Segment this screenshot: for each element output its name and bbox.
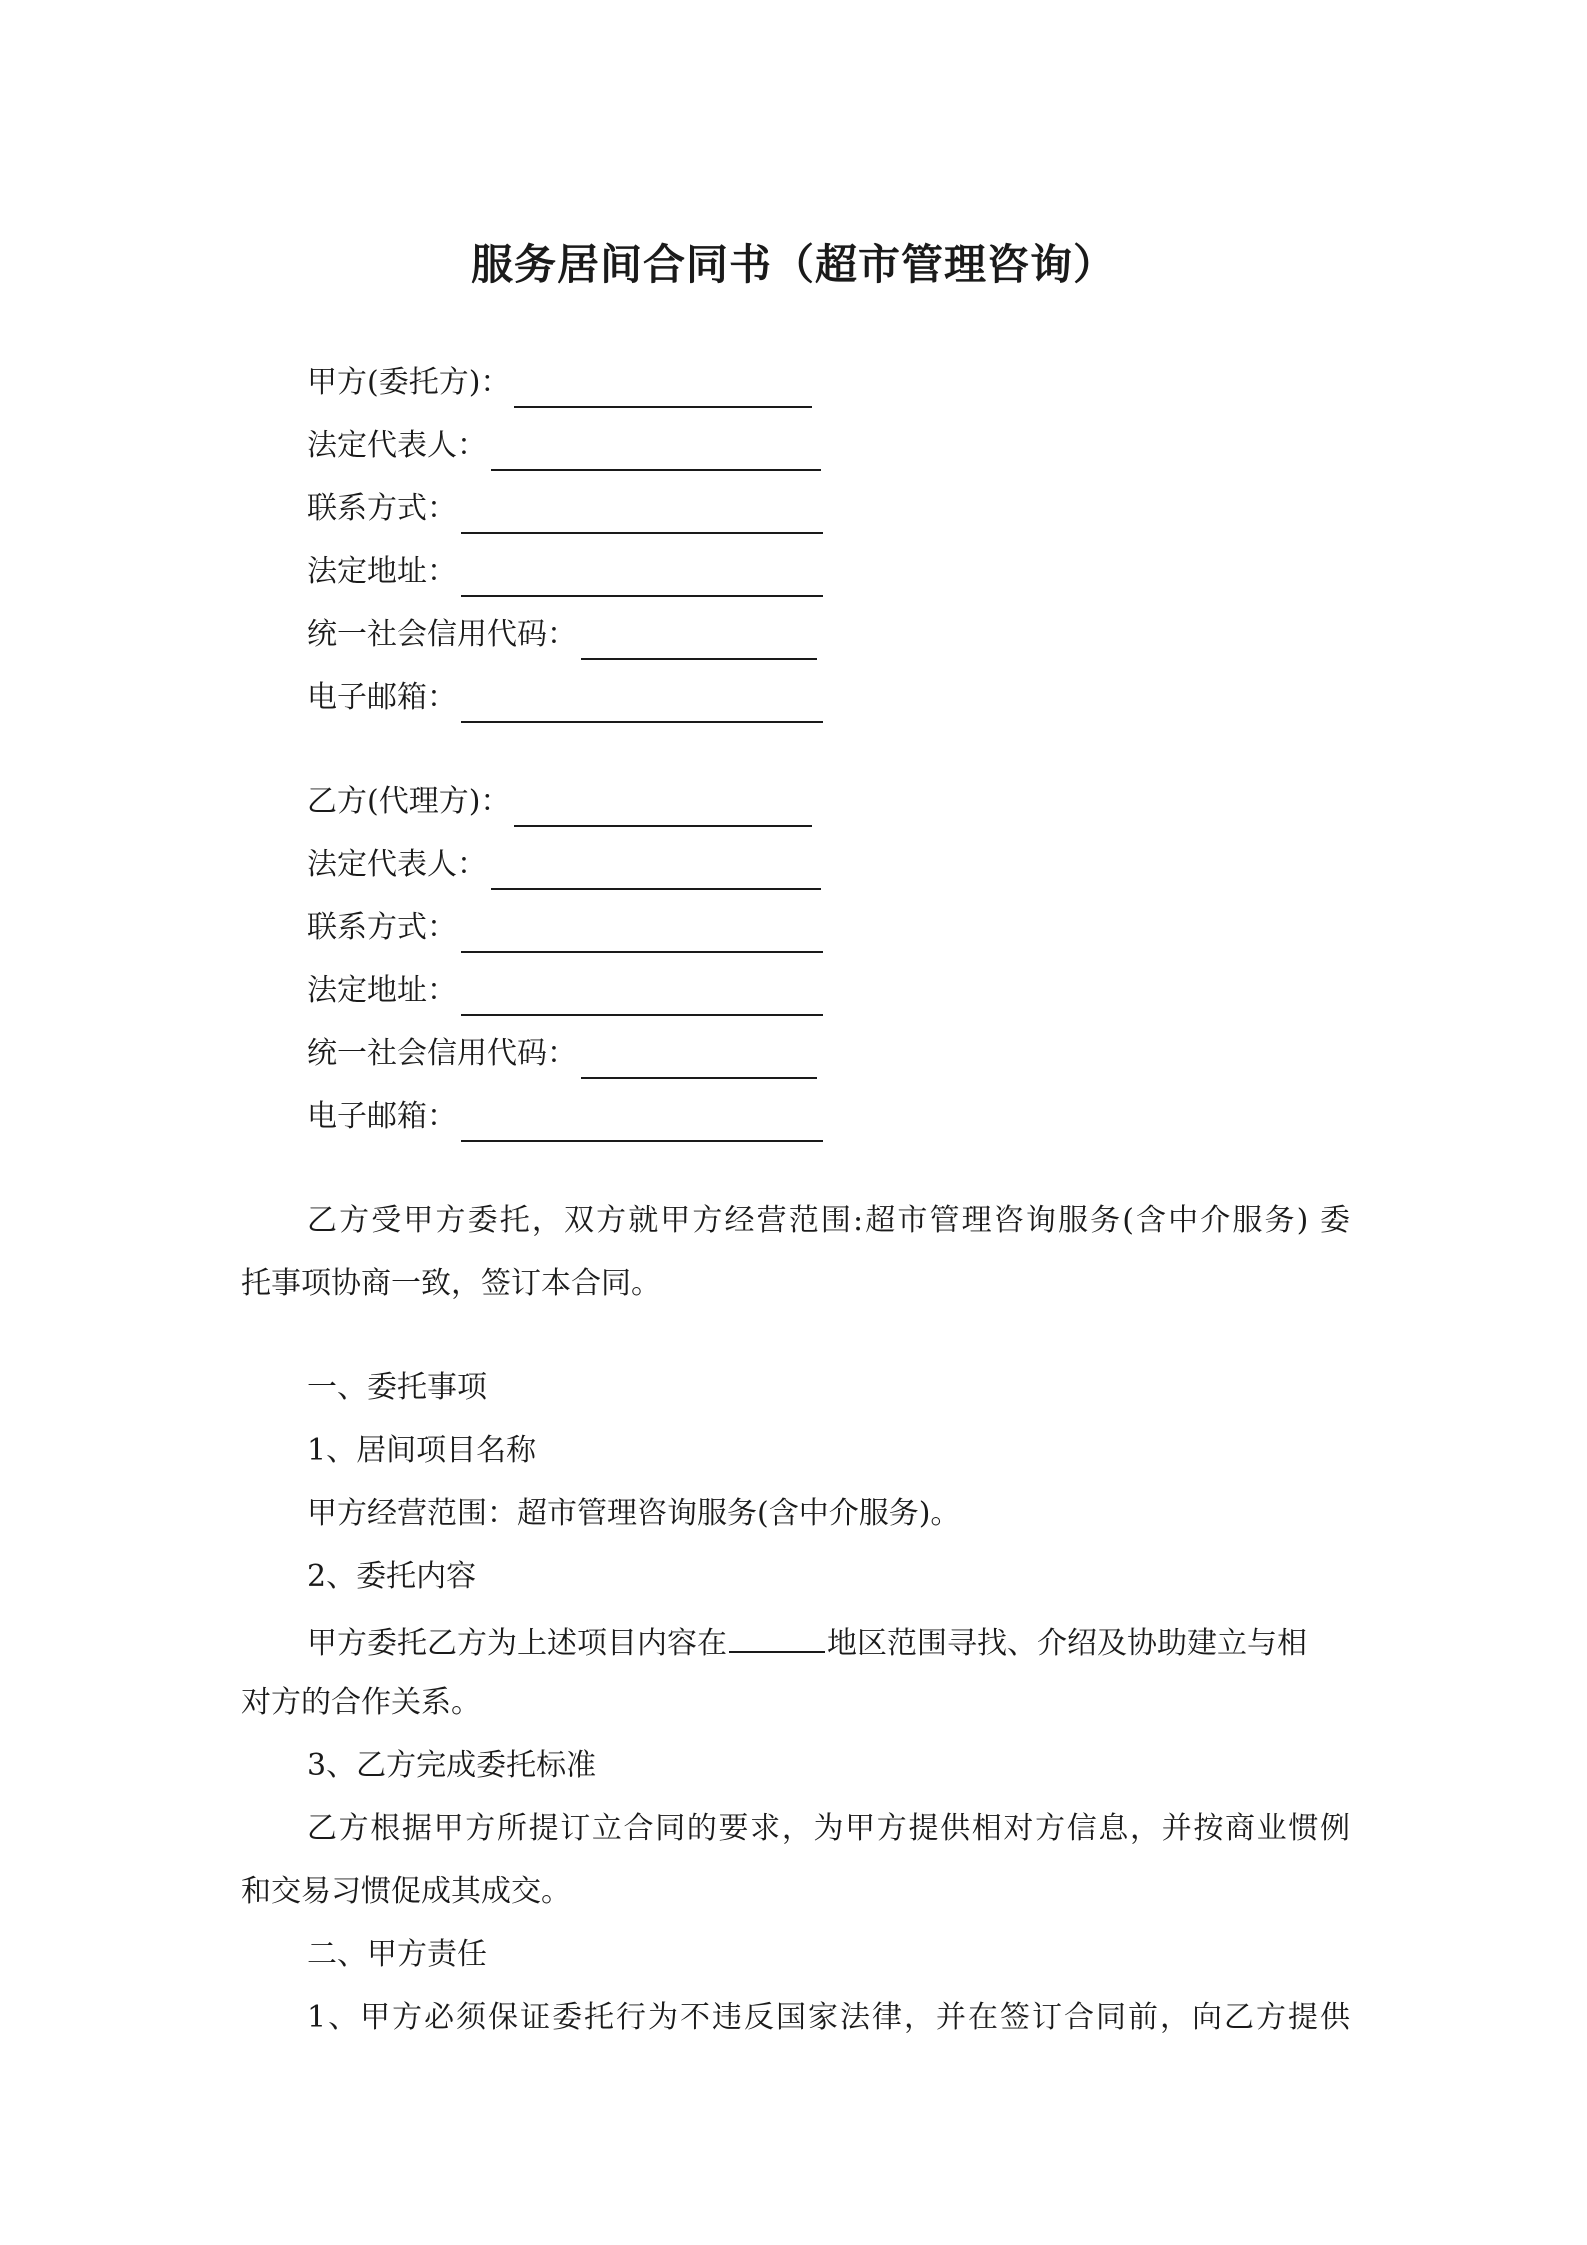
field-label: 甲方(委托方)： [307, 365, 511, 400]
item-2-text-line-2: 对方的合作关系。 [241, 1685, 481, 1720]
item-3-heading: 3、乙方完成委托标准 [307, 1748, 597, 1783]
section-1-heading: 一、委托事项 [307, 1370, 487, 1405]
fill-blank [514, 781, 812, 827]
fill-blank [581, 1033, 817, 1079]
region-blank [729, 1615, 825, 1653]
field-label: 法定代表人： [307, 847, 487, 882]
party-a-email-field [307, 673, 823, 723]
intro-line-2: 托事项协商一致，签订本合同。 [241, 1266, 661, 1301]
party-b-contact-field [307, 903, 823, 953]
party-a-address-field [307, 547, 823, 597]
field-label: 统一社会信用代码： [307, 1036, 577, 1071]
fill-blank [461, 907, 823, 953]
party-a-name-field [307, 358, 812, 408]
item-2-text-part-a: 甲方委托乙方为上述项目内容在 [307, 1626, 727, 1661]
party-b-credit-code-field [307, 1029, 817, 1079]
field-label: 法定地址： [307, 973, 457, 1008]
item-3-text-line-1: 乙方根据甲方所提订立合同的要求，为甲方提供相对方信息，并按商业惯例 [307, 1811, 1350, 1846]
party-b-representative-field [307, 840, 821, 890]
party-a-contact-field [307, 484, 823, 534]
party-b-address-field [307, 966, 823, 1016]
fill-blank [461, 1096, 823, 1142]
fill-blank [461, 970, 823, 1016]
item-2-text-part-b: 地区范围寻找、介绍及协助建立与相 [827, 1626, 1307, 1661]
fill-blank [461, 551, 823, 597]
fill-blank [491, 425, 821, 471]
item-3-text-line-2: 和交易习惯促成其成交。 [241, 1874, 571, 1909]
fill-blank [514, 362, 812, 408]
intro-line-1: 乙方受甲方委托，双方就甲方经营范围:超市管理咨询服务(含中介服务) 委 [307, 1203, 1350, 1238]
item-2-text-line-1 [307, 1615, 1350, 1665]
field-label: 法定地址： [307, 554, 457, 589]
field-label: 电子邮箱： [307, 680, 457, 715]
party-a-representative-field [307, 421, 821, 471]
field-label: 乙方(代理方)： [307, 784, 511, 819]
field-label: 联系方式： [307, 491, 457, 526]
party-b-email-field [307, 1092, 823, 1142]
party-b-name-field [307, 777, 812, 827]
field-label: 统一社会信用代码： [307, 617, 577, 652]
fill-blank [581, 614, 817, 660]
field-label: 电子邮箱： [307, 1099, 457, 1134]
item-1-heading: 1、居间项目名称 [307, 1433, 537, 1468]
document-title: 服务居间合同书（超市管理咨询） [470, 240, 1116, 289]
fill-blank [461, 677, 823, 723]
fill-blank [491, 844, 821, 890]
field-label: 法定代表人： [307, 428, 487, 463]
section-2-heading: 二、甲方责任 [307, 1937, 487, 1972]
item-2-heading: 2、委托内容 [307, 1559, 477, 1594]
party-a-credit-code-field [307, 610, 817, 660]
item-1-text: 甲方经营范围：超市管理咨询服务(含中介服务)。 [307, 1496, 961, 1531]
field-label: 联系方式： [307, 910, 457, 945]
section-2-item-1-text: 1、甲方必须保证委托行为不违反国家法律，并在签订合同前，向乙方提供 [307, 2000, 1350, 2035]
fill-blank [461, 488, 823, 534]
